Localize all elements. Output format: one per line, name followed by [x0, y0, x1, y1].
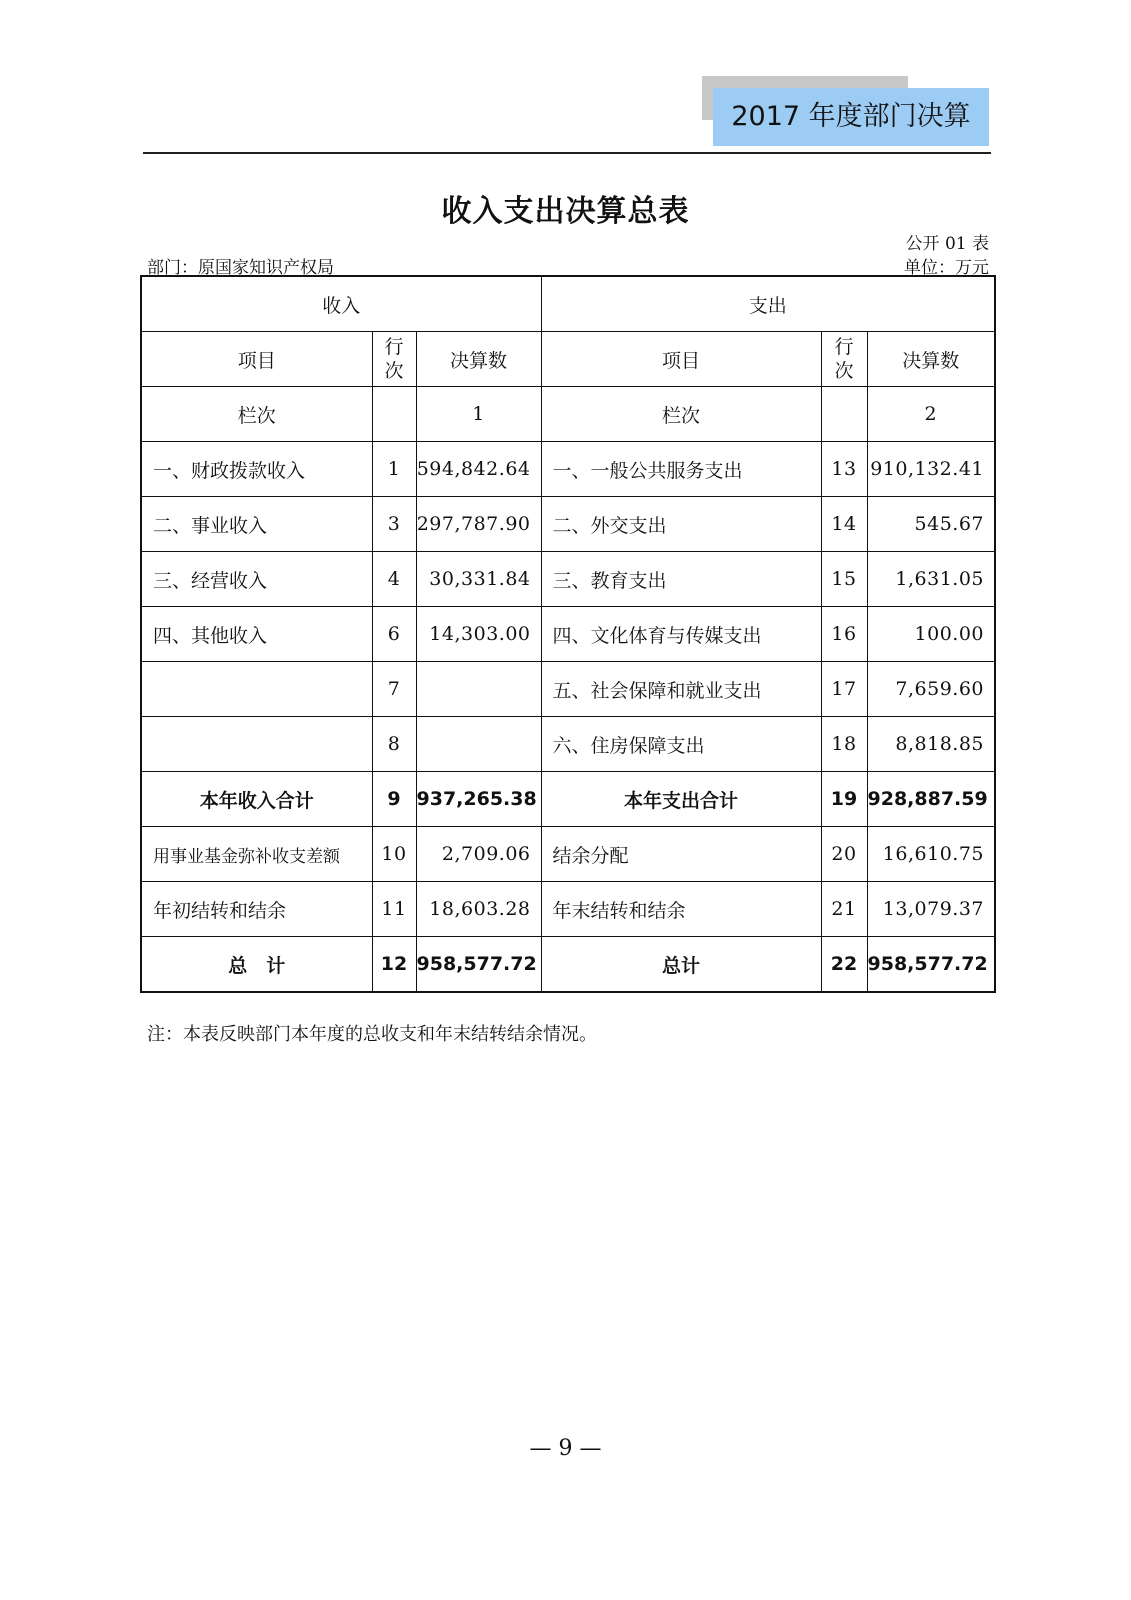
income-row-no: 4	[372, 552, 416, 607]
expense-amount: 16,610.75	[867, 827, 995, 882]
expense-amount: 100.00	[867, 607, 995, 662]
expense-index-label: 栏次	[541, 387, 821, 442]
table-row-subtotal	[141, 772, 995, 827]
expense-item-header: 项目	[541, 332, 821, 387]
income-index-label: 栏次	[141, 387, 372, 442]
expense-amount: 910,132.41	[867, 442, 995, 497]
table-row	[141, 882, 995, 937]
expense-item: 四、文化体育与传媒支出	[541, 607, 821, 662]
income-item: 一、财政拨款收入	[141, 442, 372, 497]
header-divider	[143, 152, 991, 154]
table-row	[141, 827, 995, 882]
income-row-no-header: 行 次	[372, 332, 416, 387]
income-amount: 594,842.64	[416, 442, 541, 497]
income-amount: 30,331.84	[416, 552, 541, 607]
expense-amount: 7,659.60	[867, 662, 995, 717]
table-note: 注：本表反映部门本年度的总收支和年末结转结余情况。	[147, 1024, 597, 1045]
expense-item: 结余分配	[541, 827, 821, 882]
expense-amount: 545.67	[867, 497, 995, 552]
income-item: 三、经营收入	[141, 552, 372, 607]
expense-row-no: 13	[821, 442, 867, 497]
expense-row-no: 15	[821, 552, 867, 607]
expense-amount: 13,079.37	[867, 882, 995, 937]
income-row-no: 12	[372, 937, 416, 993]
income-item	[141, 717, 372, 772]
expense-row-no: 21	[821, 882, 867, 937]
income-row-no: 11	[372, 882, 416, 937]
page-title: 收入支出决算总表	[441, 194, 690, 229]
expense-row-no: 14	[821, 497, 867, 552]
income-row-no: 1	[372, 442, 416, 497]
income-amount: 958,577.72	[416, 937, 541, 993]
income-item: 本年收入合计	[141, 772, 372, 827]
income-amount: 14,303.00	[416, 607, 541, 662]
table-row	[141, 662, 995, 717]
income-index-empty	[372, 387, 416, 442]
form-number: 公开 01 表	[905, 234, 989, 254]
income-row-no: 3	[372, 497, 416, 552]
income-amount: 937,265.38	[416, 772, 541, 827]
income-item: 用事业基金弥补收支差额	[141, 827, 372, 882]
expense-section-header: 支出	[541, 276, 995, 332]
income-row-no: 9	[372, 772, 416, 827]
income-amount: 2,709.06	[416, 827, 541, 882]
expense-item: 本年支出合计	[541, 772, 821, 827]
income-row-no: 8	[372, 717, 416, 772]
expense-amount: 928,887.59	[867, 772, 995, 827]
expense-item: 一、一般公共服务支出	[541, 442, 821, 497]
expense-row-no: 19	[821, 772, 867, 827]
table-column-index-row	[141, 387, 995, 442]
expense-item: 年末结转和结余	[541, 882, 821, 937]
expense-item: 六、住房保障支出	[541, 717, 821, 772]
expense-amount: 958,577.72	[867, 937, 995, 993]
expense-amount: 1,631.05	[867, 552, 995, 607]
expense-item: 二、外交支出	[541, 497, 821, 552]
income-item: 总 计	[141, 937, 372, 993]
table-row	[141, 607, 995, 662]
income-amount: 18,603.28	[416, 882, 541, 937]
table-row	[141, 497, 995, 552]
income-amount: 297,787.90	[416, 497, 541, 552]
expense-row-no: 20	[821, 827, 867, 882]
expense-index-empty	[821, 387, 867, 442]
expense-item: 五、社会保障和就业支出	[541, 662, 821, 717]
expense-amount: 8,818.85	[867, 717, 995, 772]
expense-row-no-header: 行 次	[821, 332, 867, 387]
income-item: 四、其他收入	[141, 607, 372, 662]
income-col-number: 1	[416, 387, 541, 442]
income-item: 二、事业收入	[141, 497, 372, 552]
table-column-header-row	[141, 332, 995, 387]
expense-row-no: 17	[821, 662, 867, 717]
department-label: 部门：原国家知识产权局	[147, 258, 334, 278]
income-item	[141, 662, 372, 717]
expense-row-no: 18	[821, 717, 867, 772]
income-expense-table	[140, 275, 996, 993]
income-section-header: 收入	[141, 276, 541, 332]
page-number: — 9 —	[529, 1436, 602, 1461]
expense-col-number: 2	[867, 387, 995, 442]
expense-row-no: 16	[821, 607, 867, 662]
expense-amount-header: 决算数	[867, 332, 995, 387]
expense-row-no: 22	[821, 937, 867, 993]
income-row-no: 6	[372, 607, 416, 662]
table-row	[141, 442, 995, 497]
expense-item: 总计	[541, 937, 821, 993]
header-banner: 2017 年度部门决算	[713, 88, 989, 146]
income-item-header: 项目	[141, 332, 372, 387]
unit-label: 单位：万元	[904, 258, 989, 278]
table-section-header-row	[141, 276, 995, 332]
income-amount	[416, 662, 541, 717]
income-item: 年初结转和结余	[141, 882, 372, 937]
income-row-no: 10	[372, 827, 416, 882]
income-amount	[416, 717, 541, 772]
income-row-no: 7	[372, 662, 416, 717]
table-row-total	[141, 937, 995, 993]
income-amount-header: 决算数	[416, 332, 541, 387]
table-row	[141, 717, 995, 772]
table-row	[141, 552, 995, 607]
expense-item: 三、教育支出	[541, 552, 821, 607]
